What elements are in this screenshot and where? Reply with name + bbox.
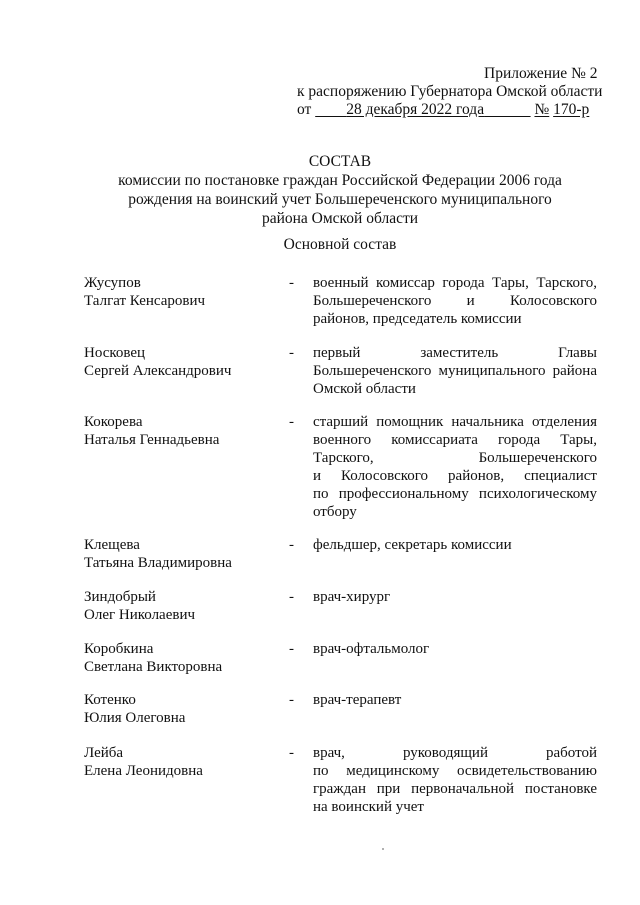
section-heading: Основной состав: [283, 236, 397, 253]
member-role-line: врач, руководящий работой: [313, 745, 597, 761]
member-name: [84, 691, 284, 727]
member-role: [313, 744, 597, 816]
member-role-line: районов, председатель комиссии: [313, 311, 522, 327]
member-name: [84, 744, 284, 780]
member-dash: -: [289, 275, 294, 291]
member-surname: Клещева: [84, 537, 140, 553]
member-given-name: Олег Николаевич: [84, 607, 196, 623]
member-name: [84, 640, 284, 676]
member-role-line: фельдшер, секретарь комиссии: [313, 537, 512, 553]
member-surname: Котенко: [84, 692, 136, 708]
member-name: [84, 588, 284, 624]
order-date-line: [297, 101, 589, 119]
member-given-name: Татьяна Владимировна: [84, 555, 232, 571]
member-surname: Зиндобрый: [84, 589, 156, 605]
member-role-line: Большереченского муниципального района: [313, 363, 597, 379]
from-prefix: от: [297, 101, 312, 118]
member-dash: -: [289, 692, 294, 708]
member-role-line: врач-хирург: [313, 589, 391, 605]
member-role-line: Тарского, Большереченского: [313, 450, 597, 466]
member-role: [313, 413, 597, 521]
member-role-line: и Колосовского районов, специалист: [313, 468, 597, 484]
member-surname: Лейба: [84, 745, 124, 761]
member-given-name: Сергей Александрович: [84, 363, 232, 379]
title-heading: СОСТАВ: [308, 153, 372, 170]
member-role: [313, 640, 597, 658]
member-role: [313, 691, 597, 709]
member-role-line: врач-офтальмолог: [313, 641, 430, 657]
member-surname: Коробкина: [84, 641, 154, 657]
member-role-line: граждан при первоначальной постановке: [313, 781, 597, 797]
member-dash: -: [289, 537, 294, 553]
order-date: 28 декабря 2022 года: [346, 101, 485, 118]
member-role: [313, 344, 597, 398]
member-role-line: на воинский учет: [313, 799, 424, 815]
member-name: [84, 274, 284, 310]
member-given-name: Талгат Кенсарович: [84, 293, 206, 309]
member-given-name: Елена Леонидовна: [84, 763, 203, 779]
member-role-line: военный комиссар города Тары, Тарского,: [313, 275, 597, 291]
member-name: [84, 344, 284, 380]
member-given-name: Светлана Викторовна: [84, 659, 223, 675]
order-reference: к распоряжению Губернатора Омской области: [297, 83, 603, 100]
member-role-line: Омской области: [313, 381, 416, 397]
document-title: [0, 152, 640, 228]
member-role: [313, 274, 597, 328]
member-role: [313, 536, 597, 554]
member-role: [313, 588, 597, 606]
member-dash: -: [289, 414, 294, 430]
member-role-line: военного комиссариата города Тары,: [313, 432, 597, 448]
member-surname: Жусупов: [84, 275, 141, 291]
member-dash: -: [289, 589, 294, 605]
member-role-line: по профессиональному психологическому: [313, 486, 597, 502]
title-line-3: района Омской области: [261, 210, 419, 227]
member-dash: -: [289, 345, 294, 361]
member-surname: Носковец: [84, 345, 146, 361]
title-line-2: рождения на воинский учет Большереченского муниципального: [128, 191, 552, 208]
member-given-name: Юлия Олеговна: [84, 710, 186, 726]
member-role-line: по медицинскому освидетельствованию: [313, 763, 597, 779]
member-surname: Кокорева: [84, 414, 143, 430]
appendix-number: Приложение № 2: [484, 65, 598, 82]
member-dash: -: [289, 745, 294, 761]
member-role-line: первый заместитель Главы: [313, 345, 597, 361]
number-prefix: №: [534, 101, 550, 118]
member-dash: -: [289, 641, 294, 657]
member-given-name: Наталья Геннадьевна: [84, 432, 220, 448]
member-role-line: врач-терапевт: [313, 692, 402, 708]
member-role-line: Большереченского и Колосовского: [313, 293, 597, 309]
title-line-1: комиссии по постановке граждан Российской Федерации 2006 года: [118, 172, 562, 189]
member-name: [84, 413, 284, 449]
member-role-line: старший помощник начальника отделения: [313, 414, 597, 430]
member-role-line: отбору: [313, 504, 357, 520]
member-name: [84, 536, 284, 572]
order-number: 170-р: [553, 101, 590, 118]
scan-speck: [382, 848, 384, 850]
